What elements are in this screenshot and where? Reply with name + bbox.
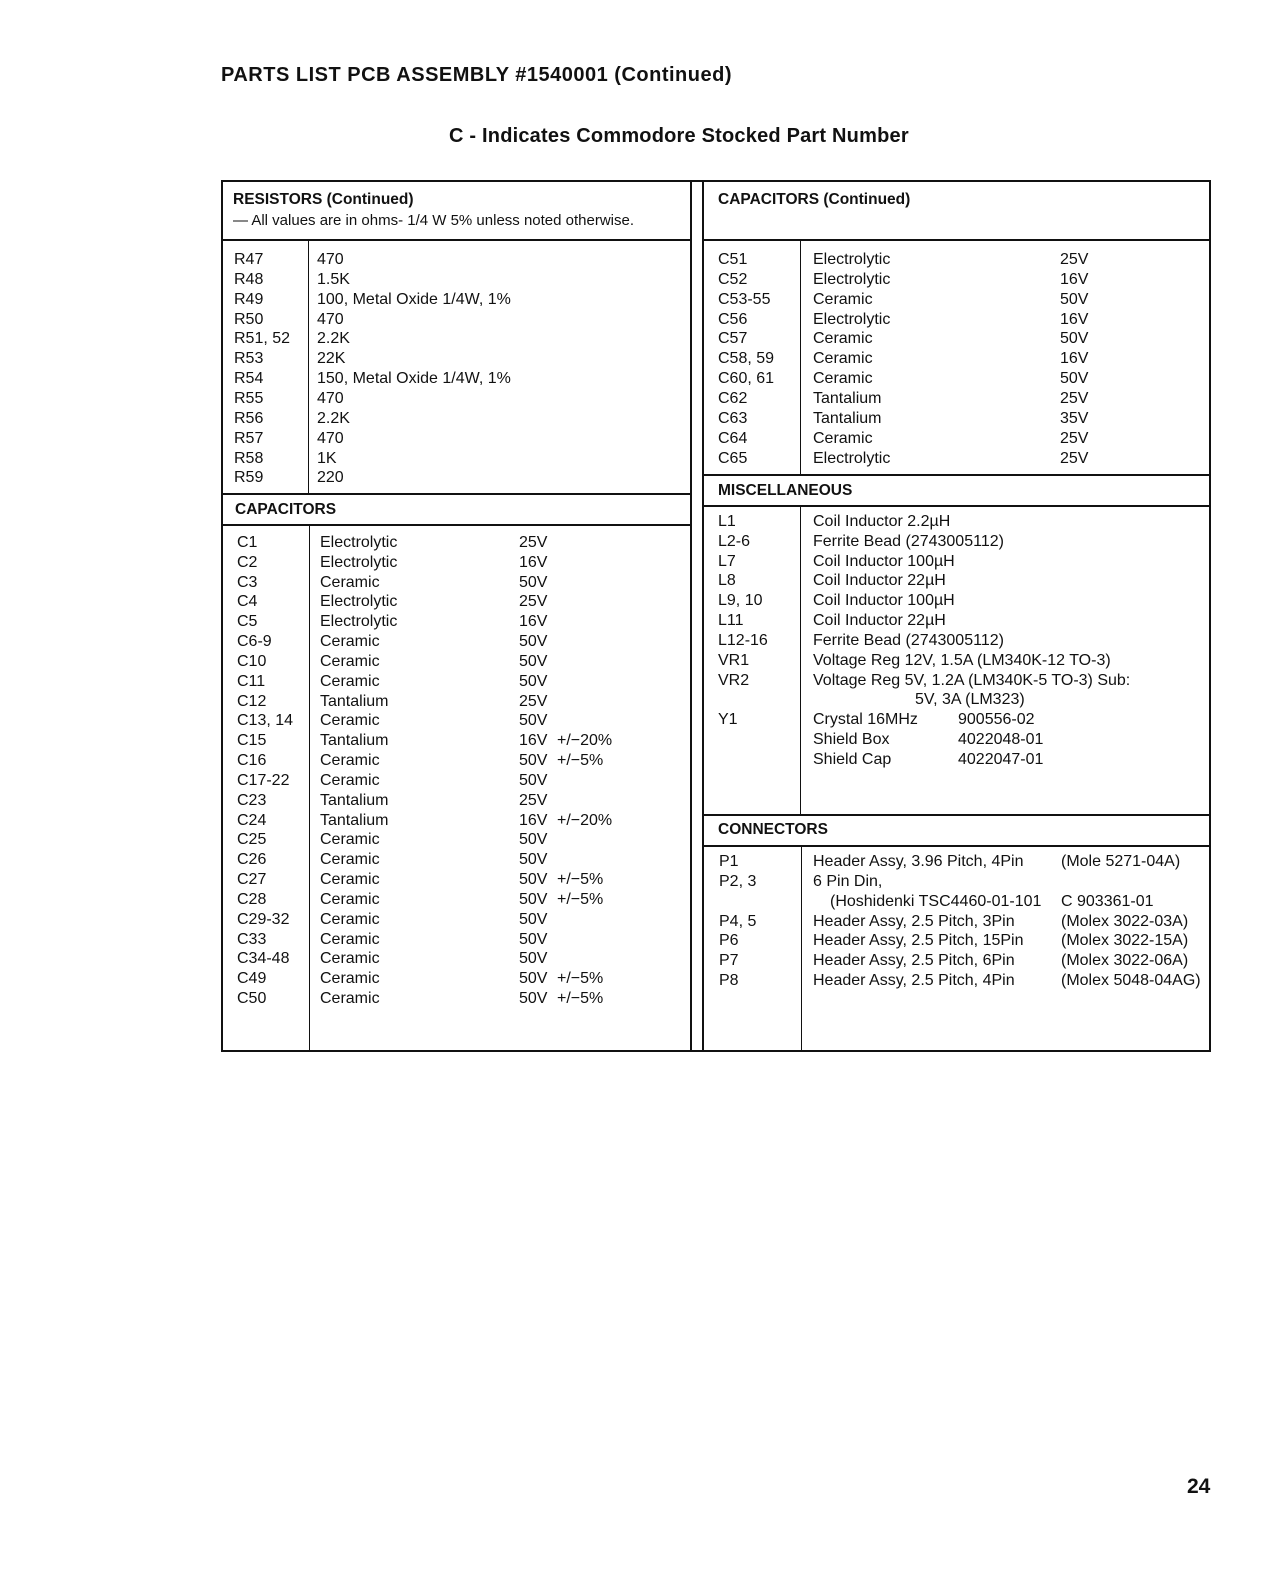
part-ref: C4 — [237, 593, 258, 611]
part-description: Header Assy, 2.5 Pitch, 15Pin — [813, 932, 1024, 950]
part-ref: C17-22 — [237, 771, 290, 789]
part-value: 470 — [317, 251, 344, 268]
section-rule — [702, 239, 1211, 241]
part-voltage: 50V — [519, 633, 548, 651]
part-ref: VR2 — [718, 671, 750, 689]
ref-column-rule — [309, 526, 310, 1052]
part-voltage: 50V — [1060, 290, 1089, 308]
part-ref: C25 — [237, 831, 267, 849]
page-title: PARTS LIST PCB ASSEMBLY #1540001 (Continued) — [221, 64, 732, 86]
section-rule — [702, 474, 1211, 476]
part-value: 470 — [317, 310, 344, 328]
part-voltage: 25V — [519, 692, 548, 710]
part-ref: C27 — [237, 871, 267, 889]
part-description: Header Assy, 3.96 Pitch, 4Pin — [813, 853, 1024, 870]
table-top-rule — [221, 180, 1211, 182]
part-type: Tantalium — [320, 811, 389, 829]
part-type: Ceramic — [320, 831, 380, 849]
part-ref: VR1 — [718, 651, 750, 669]
part-type: Ceramic — [813, 350, 873, 368]
part-type: Ceramic — [320, 930, 380, 948]
part-ref: C28 — [237, 890, 267, 908]
part-ref: P1 — [719, 853, 739, 870]
part-ref: C16 — [237, 752, 267, 770]
part-value: 2.2K — [317, 409, 350, 427]
part-value: 150, Metal Oxide 1/4W, 1% — [317, 370, 511, 388]
part-type: Ceramic — [320, 712, 380, 730]
part-type: Electrolytic — [320, 534, 398, 551]
section-rule — [221, 493, 692, 495]
part-type: Ceramic — [813, 370, 873, 388]
part-ref: R59 — [234, 469, 264, 487]
part-tolerance: +/−20% — [557, 732, 613, 750]
part-value: 2.2K — [317, 330, 350, 348]
part-voltage: 50V — [519, 990, 548, 1008]
part-value: 220 — [317, 469, 344, 487]
table-right-rule — [1209, 180, 1211, 1052]
part-voltage: 25V — [1060, 251, 1089, 268]
part-type: Electrolytic — [320, 553, 398, 571]
part-voltage: 50V — [519, 871, 548, 889]
part-description: Ferrite Bead (2743005112) — [813, 532, 1004, 550]
part-type: Ceramic — [320, 633, 380, 651]
part-type: Ceramic — [320, 771, 380, 789]
page-number: 24 — [1187, 1475, 1211, 1498]
part-ref: P4, 5 — [719, 912, 757, 930]
part-ref: P6 — [719, 932, 739, 950]
part-tolerance: +/−5% — [557, 890, 604, 908]
part-type: Electrolytic — [813, 270, 891, 288]
part-ref: Y1 — [718, 711, 738, 729]
part-ref: P8 — [719, 972, 739, 990]
part-ref: L12-16 — [718, 631, 768, 649]
part-type: Electrolytic — [813, 449, 891, 467]
part-ref: C52 — [718, 270, 748, 288]
part-voltage: 50V — [519, 573, 548, 591]
section-rule — [221, 239, 692, 241]
part-type: Tantalium — [813, 409, 882, 427]
column-divider — [690, 180, 692, 1052]
part-type: Tantalium — [813, 389, 882, 407]
part-voltage: 50V — [519, 950, 548, 968]
part-description: 6 Pin Din, — [813, 872, 883, 890]
part-voltage: 16V — [519, 553, 548, 571]
part-ref: C63 — [718, 409, 748, 427]
part-value: 100, Metal Oxide 1/4W, 1% — [317, 290, 511, 308]
part-voltage: 16V — [519, 613, 548, 631]
part-ref: C62 — [718, 389, 748, 407]
part-type: Ceramic — [320, 950, 380, 968]
part-ref: C3 — [237, 573, 258, 591]
part-type: Ceramic — [813, 429, 873, 447]
part-ref: P7 — [719, 952, 739, 970]
part-tolerance: +/−5% — [557, 990, 604, 1008]
part-number: 4022048-01 — [958, 731, 1044, 749]
part-description: Header Assy, 2.5 Pitch, 4Pin — [813, 972, 1015, 990]
part-ref: C29-32 — [237, 910, 290, 928]
table-bottom-rule — [221, 1050, 1211, 1052]
part-number: (Mole 5271-04A) — [1061, 853, 1181, 870]
part-number: (Molex 5048-04AG) — [1061, 972, 1201, 990]
part-description: Header Assy, 2.5 Pitch, 3Pin — [813, 912, 1015, 930]
part-description: Voltage Reg 5V, 1.2A (LM340K-5 TO-3) Sub: — [813, 671, 1131, 689]
part-ref: C58, 59 — [718, 350, 775, 368]
part-tolerance: +/−5% — [557, 752, 604, 770]
part-type: Ceramic — [320, 672, 380, 690]
part-description: Coil Inductor 22µH — [813, 572, 946, 590]
part-voltage: 25V — [1060, 449, 1089, 467]
ref-column-rule — [800, 507, 801, 814]
part-ref: R57 — [234, 429, 264, 447]
part-ref: C60, 61 — [718, 370, 775, 388]
part-ref: C23 — [237, 791, 267, 809]
part-type: Ceramic — [320, 652, 380, 670]
part-ref: L9, 10 — [718, 592, 763, 610]
part-voltage: 50V — [519, 712, 548, 730]
part-voltage: 35V — [1060, 409, 1089, 427]
part-voltage: 50V — [519, 831, 548, 849]
part-ref: C51 — [718, 251, 748, 268]
part-number: (Molex 3022-06A) — [1061, 952, 1189, 970]
part-voltage: 50V — [1060, 330, 1089, 348]
ref-column-rule — [800, 241, 801, 474]
part-voltage: 16V — [1060, 350, 1089, 368]
part-ref: C33 — [237, 930, 267, 948]
part-ref: C13, 14 — [237, 712, 294, 730]
part-voltage: 16V — [519, 811, 548, 829]
section-rule — [702, 505, 1211, 507]
part-number: (Molex 3022-15A) — [1061, 932, 1189, 950]
part-type: Tantalium — [320, 732, 389, 750]
section-rule — [702, 845, 1211, 847]
part-type: Electrolytic — [813, 251, 891, 268]
part-type: Ceramic — [320, 573, 380, 591]
part-description: Voltage Reg 12V, 1.5A (LM340K-12 TO-3) — [813, 651, 1111, 669]
part-type: Ceramic — [320, 890, 380, 908]
part-tolerance: +/−5% — [557, 871, 604, 889]
part-value: 1.5K — [317, 270, 350, 288]
part-description: Header Assy, 2.5 Pitch, 6Pin — [813, 952, 1015, 970]
part-description: Coil Inductor 2.2µH — [813, 513, 951, 530]
part-voltage: 50V — [519, 752, 548, 770]
part-value: 1K — [317, 449, 337, 467]
part-description: Coil Inductor 100µH — [813, 592, 955, 610]
part-ref: R55 — [234, 389, 264, 407]
part-ref: C56 — [718, 310, 748, 328]
part-ref: C11 — [237, 672, 266, 690]
part-ref: R49 — [234, 290, 264, 308]
part-type: Ceramic — [320, 970, 380, 988]
part-ref: C34-48 — [237, 950, 290, 968]
part-voltage: 16V — [1060, 310, 1089, 328]
part-description: Shield Cap — [813, 750, 892, 768]
part-description: Shield Box — [813, 731, 890, 749]
ref-column-rule — [308, 241, 309, 493]
part-ref: C53-55 — [718, 290, 771, 308]
part-ref: R48 — [234, 270, 264, 288]
part-number: C 903361-01 — [1061, 892, 1154, 910]
part-type: Ceramic — [320, 910, 380, 928]
part-tolerance: +/−20% — [557, 811, 613, 829]
part-ref: C6-9 — [237, 633, 272, 651]
part-ref: R47 — [234, 251, 264, 268]
part-ref: C12 — [237, 692, 267, 710]
part-ref: L2-6 — [718, 532, 751, 550]
part-ref: R56 — [234, 409, 264, 427]
ref-column-rule — [801, 847, 802, 1052]
part-voltage: 50V — [519, 672, 548, 690]
part-type: Electrolytic — [320, 613, 398, 631]
part-ref: C24 — [237, 811, 267, 829]
part-description: Crystal 16MHz — [813, 711, 918, 729]
part-tolerance: +/−5% — [557, 970, 604, 988]
part-voltage: 25V — [1060, 429, 1089, 447]
part-ref: C10 — [237, 652, 267, 670]
part-voltage: 50V — [519, 910, 548, 928]
resistors-header: RESISTORS (Continued) — [233, 191, 414, 208]
part-type: Ceramic — [320, 871, 380, 889]
part-ref: C65 — [718, 449, 748, 467]
part-description: 5V, 3A (LM323) — [915, 691, 1025, 709]
capacitors-continued-header: CAPACITORS (Continued) — [718, 191, 911, 208]
part-type: Tantalium — [320, 791, 389, 809]
part-ref: C49 — [237, 970, 267, 988]
part-type: Ceramic — [813, 290, 873, 308]
part-ref: C57 — [718, 330, 748, 348]
part-voltage: 25V — [519, 593, 548, 611]
part-ref: R51, 52 — [234, 330, 291, 348]
part-ref: L11 — [718, 612, 744, 630]
part-ref: C26 — [237, 851, 267, 869]
part-ref: R54 — [234, 370, 264, 388]
part-type: Electrolytic — [813, 310, 891, 328]
part-number: 4022047-01 — [958, 750, 1044, 768]
part-type: Ceramic — [813, 330, 873, 348]
part-voltage: 25V — [519, 534, 548, 551]
part-ref: R53 — [234, 350, 264, 368]
part-ref: C15 — [237, 732, 267, 750]
connectors-header: CONNECTORS — [718, 821, 828, 838]
part-voltage: 50V — [519, 930, 548, 948]
part-voltage: 50V — [519, 890, 548, 908]
part-voltage: 50V — [519, 652, 548, 670]
part-voltage: 25V — [1060, 389, 1089, 407]
part-voltage: 50V — [519, 851, 548, 869]
part-number: (Molex 3022-03A) — [1061, 912, 1189, 930]
miscellaneous-header: MISCELLANEOUS — [718, 482, 853, 499]
table-left-rule — [221, 180, 223, 1052]
part-type: Ceramic — [320, 752, 380, 770]
column-divider — [702, 180, 704, 1052]
part-description: (Hoshidenki TSC4460-01-101 — [830, 892, 1042, 910]
part-type: Electrolytic — [320, 593, 398, 611]
part-voltage: 25V — [519, 791, 548, 809]
part-voltage: 16V — [1060, 270, 1089, 288]
section-rule — [221, 524, 692, 526]
part-type: Ceramic — [320, 851, 380, 869]
part-ref: L8 — [718, 572, 736, 590]
part-ref: P2, 3 — [719, 872, 757, 890]
part-voltage: 50V — [519, 970, 548, 988]
part-ref: C1 — [237, 534, 258, 551]
page-subtitle: C - Indicates Commodore Stocked Part Number — [449, 125, 909, 147]
capacitors-header: CAPACITORS — [235, 501, 337, 518]
part-ref: R58 — [234, 449, 264, 467]
part-value: 470 — [317, 429, 344, 447]
part-voltage: 16V — [519, 732, 548, 750]
part-description: Ferrite Bead (2743005112) — [813, 631, 1004, 649]
part-value: 22K — [317, 350, 346, 368]
part-voltage: 50V — [519, 771, 548, 789]
part-voltage: 50V — [1060, 370, 1089, 388]
part-ref: C5 — [237, 613, 258, 631]
part-value: 470 — [317, 389, 344, 407]
section-rule — [702, 814, 1211, 816]
part-ref: L1 — [718, 513, 736, 530]
part-number: 900556-02 — [958, 711, 1035, 729]
part-ref: L7 — [718, 552, 736, 570]
part-description: Coil Inductor 100µH — [813, 552, 955, 570]
part-type: Tantalium — [320, 692, 389, 710]
part-ref: R50 — [234, 310, 264, 328]
part-type: Ceramic — [320, 990, 380, 1008]
resistors-note: — All values are in ohms- 1/4 W 5% unless noted otherwise. — [233, 212, 635, 229]
part-ref: C2 — [237, 553, 258, 571]
part-ref: C64 — [718, 429, 748, 447]
part-description: Coil Inductor 22µH — [813, 612, 946, 630]
part-ref: C50 — [237, 990, 267, 1008]
